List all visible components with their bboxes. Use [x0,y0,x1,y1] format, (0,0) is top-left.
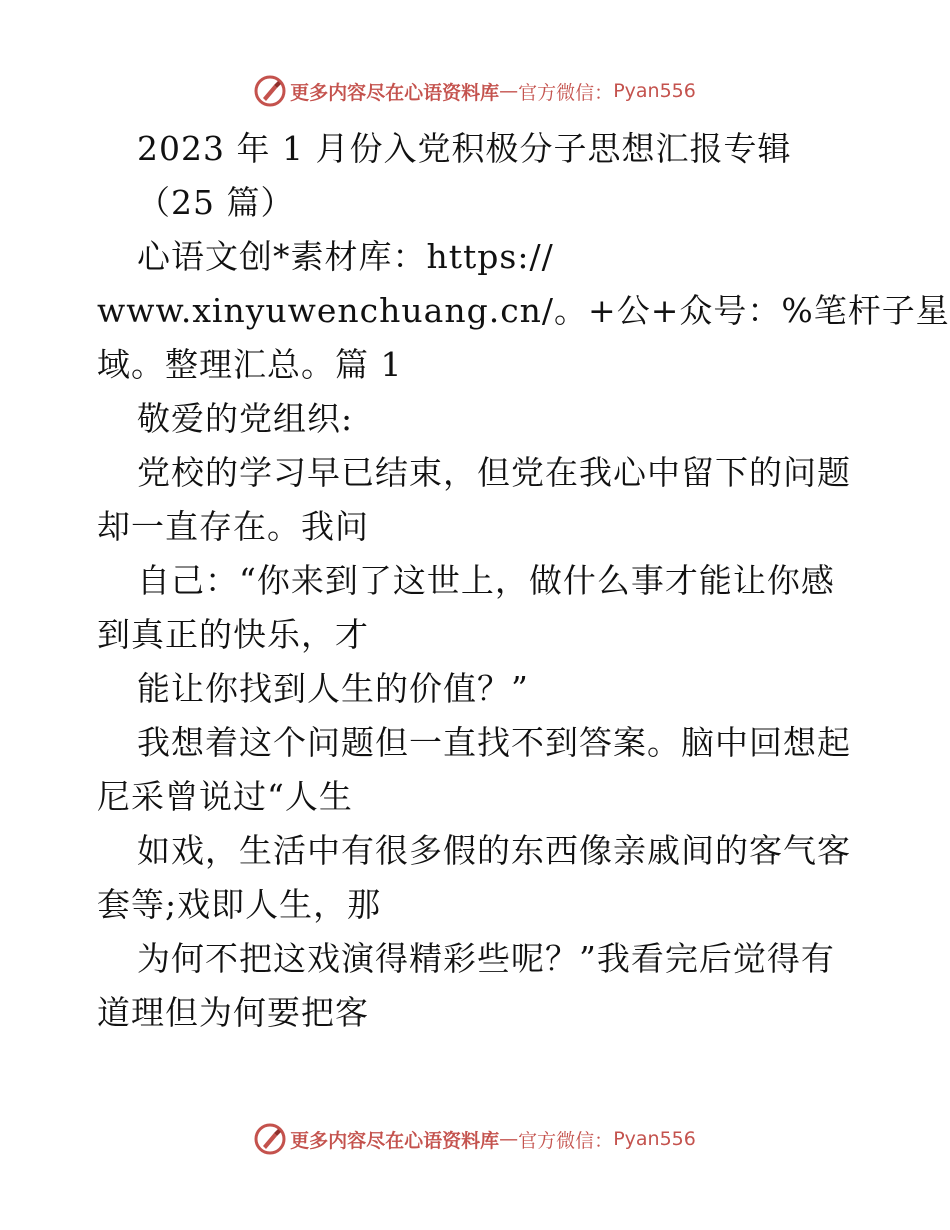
text-line: 自己：“你来到了这世上，做什么事才能让你感 [137,561,835,600]
banner-wechat-id: Pyan556 [613,80,696,102]
doc-title-line-1: 2023 年 1 月份入党积极分子思想汇报专辑 [137,129,792,168]
text-line: 道理但为何要把客 [97,993,369,1032]
text-line: 域。整理汇总。篇 1 [97,345,403,384]
banner-separator: — [499,1128,519,1150]
salutation: 敬爱的党组织: [137,399,354,438]
banner-text: 更多内容尽在心语资料库 [290,81,500,104]
page-footer-banner [0,1120,950,1158]
text-line: 尼采曾说过“人生 [97,777,353,816]
pen-logo-icon [254,1123,286,1155]
text-line: 能让你找到人生的价值？” [137,669,529,708]
text-line: 却一直存在。我问 [97,507,369,546]
document-body [97,122,950,1040]
text-line: 套等;戏即人生，那 [97,885,382,924]
page-header-banner [0,72,950,110]
banner-contact-label: 官方微信： [518,1129,614,1152]
pen-logo-icon [254,75,286,107]
banner-separator: — [499,80,519,102]
doc-title-line-2: （25 篇） [137,183,295,222]
text-line: 为何不把这戏演得精彩些呢？”我看完后觉得有 [137,939,835,978]
banner-wechat-id: Pyan556 [613,1128,696,1150]
text-line: 党校的学习早已结束，但党在我心中留下的问题 [137,453,851,492]
text-line: www.xinyuwenchuang.cn/。+公+众号：%笔杆子星 [97,291,950,330]
text-line: 我想着这个问题但一直找不到答案。脑中回想起 [137,723,851,762]
banner-contact-label: 官方微信： [518,81,614,104]
text-line: 心语文创*素材库：https:// [137,237,554,276]
text-line: 如戏，生活中有很多假的东西像亲戚间的客气客 [137,831,851,870]
text-line: 到真正的快乐，才 [97,615,369,654]
banner-text: 更多内容尽在心语资料库 [290,1129,500,1152]
